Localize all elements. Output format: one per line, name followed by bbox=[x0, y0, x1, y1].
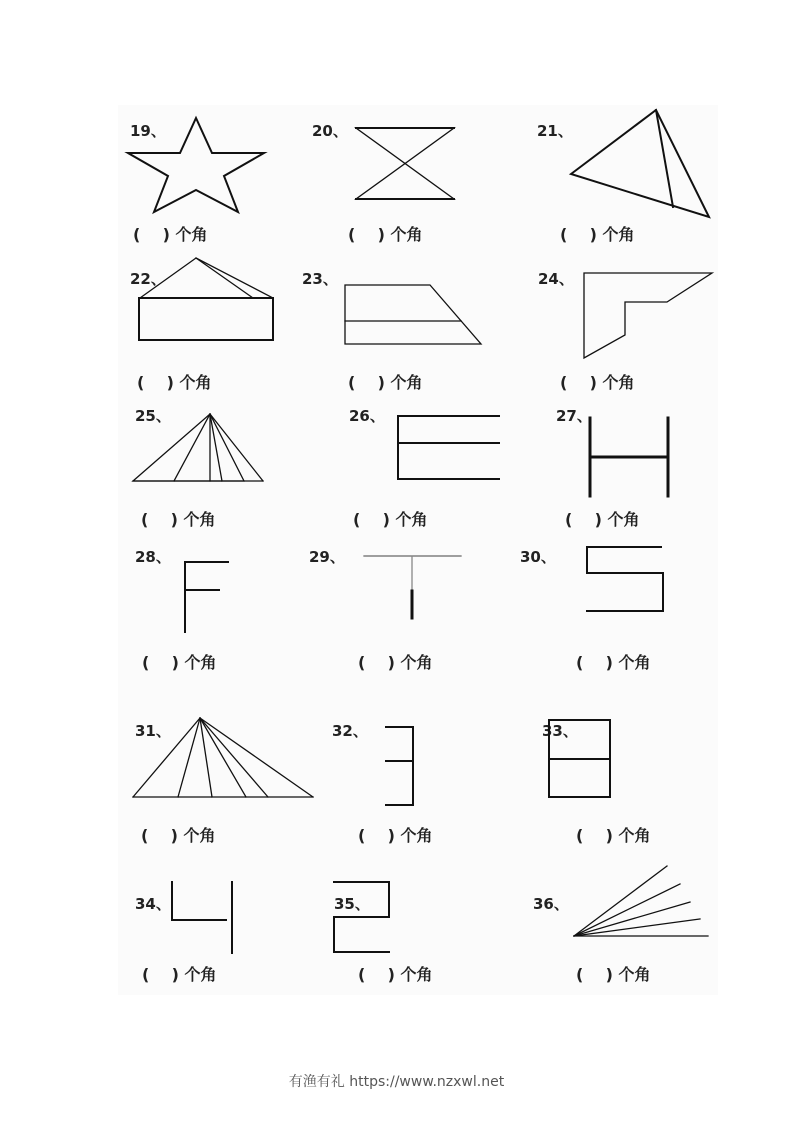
answer-blank[interactable]: ( ) 个角 bbox=[560, 373, 635, 392]
problem-number: 29、 bbox=[309, 548, 345, 566]
problem-number: 24、 bbox=[538, 270, 574, 288]
answer-blank[interactable]: ( ) 个角 bbox=[576, 965, 651, 984]
answer-blank[interactable]: ( ) 个角 bbox=[141, 826, 216, 845]
problem-number: 36、 bbox=[533, 895, 569, 913]
answer-blank[interactable]: ( ) 个角 bbox=[141, 510, 216, 529]
problem-number: 19、 bbox=[130, 122, 166, 140]
answer-blank[interactable]: ( ) 个角 bbox=[358, 965, 433, 984]
problem-number: 30、 bbox=[520, 548, 556, 566]
problem-number: 23、 bbox=[302, 270, 338, 288]
answer-blank[interactable]: ( ) 个角 bbox=[133, 225, 208, 244]
answer-blank[interactable]: ( ) 个角 bbox=[358, 826, 433, 845]
answer-blank[interactable]: ( ) 个角 bbox=[348, 225, 423, 244]
answer-blank[interactable]: ( ) 个角 bbox=[353, 510, 428, 529]
problem-number: 32、 bbox=[332, 722, 368, 740]
problem-number: 21、 bbox=[537, 122, 573, 140]
answer-blank[interactable]: ( ) 个角 bbox=[137, 373, 212, 392]
answer-blank[interactable]: ( ) 个角 bbox=[560, 225, 635, 244]
answer-blank[interactable]: ( ) 个角 bbox=[142, 653, 217, 672]
problem-number: 28、 bbox=[135, 548, 171, 566]
footer-watermark: 有渔有礼 https://www.nzxwl.net bbox=[288, 1074, 505, 1090]
answer-blank[interactable]: ( ) 个角 bbox=[358, 653, 433, 672]
problem-number: 20、 bbox=[312, 122, 348, 140]
problem-number: 27、 bbox=[556, 407, 592, 425]
answer-blank[interactable]: ( ) 个角 bbox=[576, 826, 651, 845]
answer-blank[interactable]: ( ) 个角 bbox=[142, 965, 217, 984]
problem-number: 35、 bbox=[334, 895, 370, 913]
problem-number: 31、 bbox=[135, 722, 171, 740]
answer-blank[interactable]: ( ) 个角 bbox=[565, 510, 640, 529]
problem-number: 26、 bbox=[349, 407, 385, 425]
problem-number: 25、 bbox=[135, 407, 171, 425]
problem-number: 33、 bbox=[542, 722, 578, 740]
problem-number: 34、 bbox=[135, 895, 171, 913]
answer-blank[interactable]: ( ) 个角 bbox=[348, 373, 423, 392]
answer-blank[interactable]: ( ) 个角 bbox=[576, 653, 651, 672]
problem-number: 22、 bbox=[130, 270, 166, 288]
